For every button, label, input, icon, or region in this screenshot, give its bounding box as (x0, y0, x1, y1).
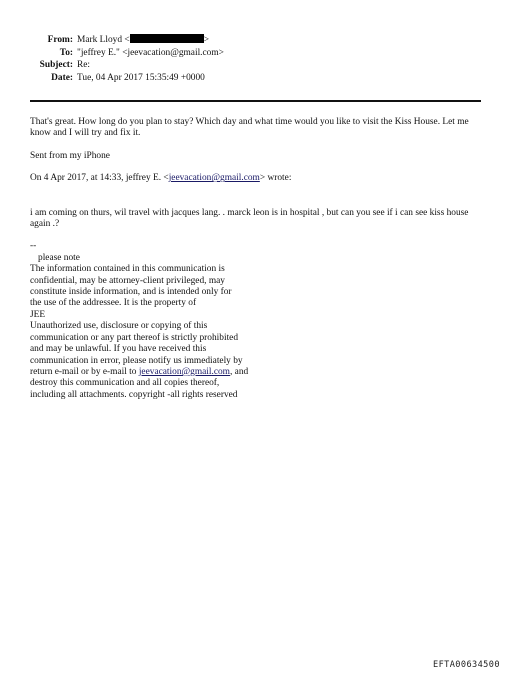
return-email-link[interactable]: jeevacation@gmail.com (138, 366, 230, 377)
to-label: To: (59, 47, 73, 58)
to-row (10, 47, 270, 60)
from-name: Mark Lloyd < (77, 35, 130, 45)
return-prefix: return e-mail or by e-mail to (30, 366, 139, 377)
quote-suffix: > wrote: (259, 173, 292, 184)
header-divider (30, 100, 481, 102)
disclaimer-line: confidential, may be attorney-client privileged, may (30, 275, 225, 286)
reply-signature: Sent from my iPhone (30, 150, 110, 161)
disclaimer-line: The information contained in this communication is (30, 264, 225, 275)
bates-number: EFTA00634500 (433, 660, 500, 670)
date-label: Date: (51, 72, 73, 83)
from-label: From: (47, 35, 73, 45)
email-header (10, 34, 270, 84)
disclaimer-line: and may be unlawful. If you have received this (30, 344, 207, 355)
signature-separator: -- (30, 241, 37, 252)
disclaimer-return-line (30, 367, 485, 378)
disclaimer-line: destroy this communication and all copies thereof, (30, 378, 220, 389)
date-value: Tue, 04 Apr 2017 15:35:49 +0000 (77, 72, 205, 83)
subject-label: Subject: (39, 60, 73, 71)
subject-value: Re: (77, 60, 91, 71)
original-text: i am coming on thurs, wil travel with jacques lang. . marck leon is in hospital , but can you see if i can see kiss house again .? (30, 207, 469, 230)
disclaimer-line: Unauthorized use, disclosure or copying of this (30, 321, 208, 332)
disclaimer-line: JEE (30, 309, 46, 320)
quote-email-link[interactable]: jeevacation@gmail.com (168, 173, 260, 184)
subject-row (10, 59, 270, 72)
disclaimer-line: communication or any part thereof is strictly prohibited (30, 332, 239, 343)
from-row (10, 34, 270, 47)
disclaimer-line: communication in error, please notify us immediately by (30, 355, 243, 366)
disclaimer-line: the use of the addressee. It is the property of (30, 298, 197, 309)
quote-header (30, 173, 485, 184)
reply-text: That's great. How long do you plan to stay? Which day and what time would you like to visit the Kiss House. Let me know and I will try and fix it. (30, 117, 469, 139)
redaction-block (130, 34, 204, 43)
email-body (30, 117, 485, 401)
from-end: > (203, 35, 209, 45)
date-row (10, 72, 270, 85)
disclaimer-line: including all attachments. copyright -all rights reserved (30, 389, 238, 400)
disclaimer (30, 253, 485, 401)
disclaimer-line: constitute inside information, and is intended only for (30, 287, 232, 298)
to-value: "jeffrey E." <jeevacation@gmail.com> (77, 47, 224, 58)
return-suffix: , and (229, 366, 249, 377)
quote-prefix: On 4 Apr 2017, at 14:33, jeffrey E. < (30, 173, 169, 184)
please-note: please note (38, 252, 80, 263)
from-value (77, 34, 209, 47)
